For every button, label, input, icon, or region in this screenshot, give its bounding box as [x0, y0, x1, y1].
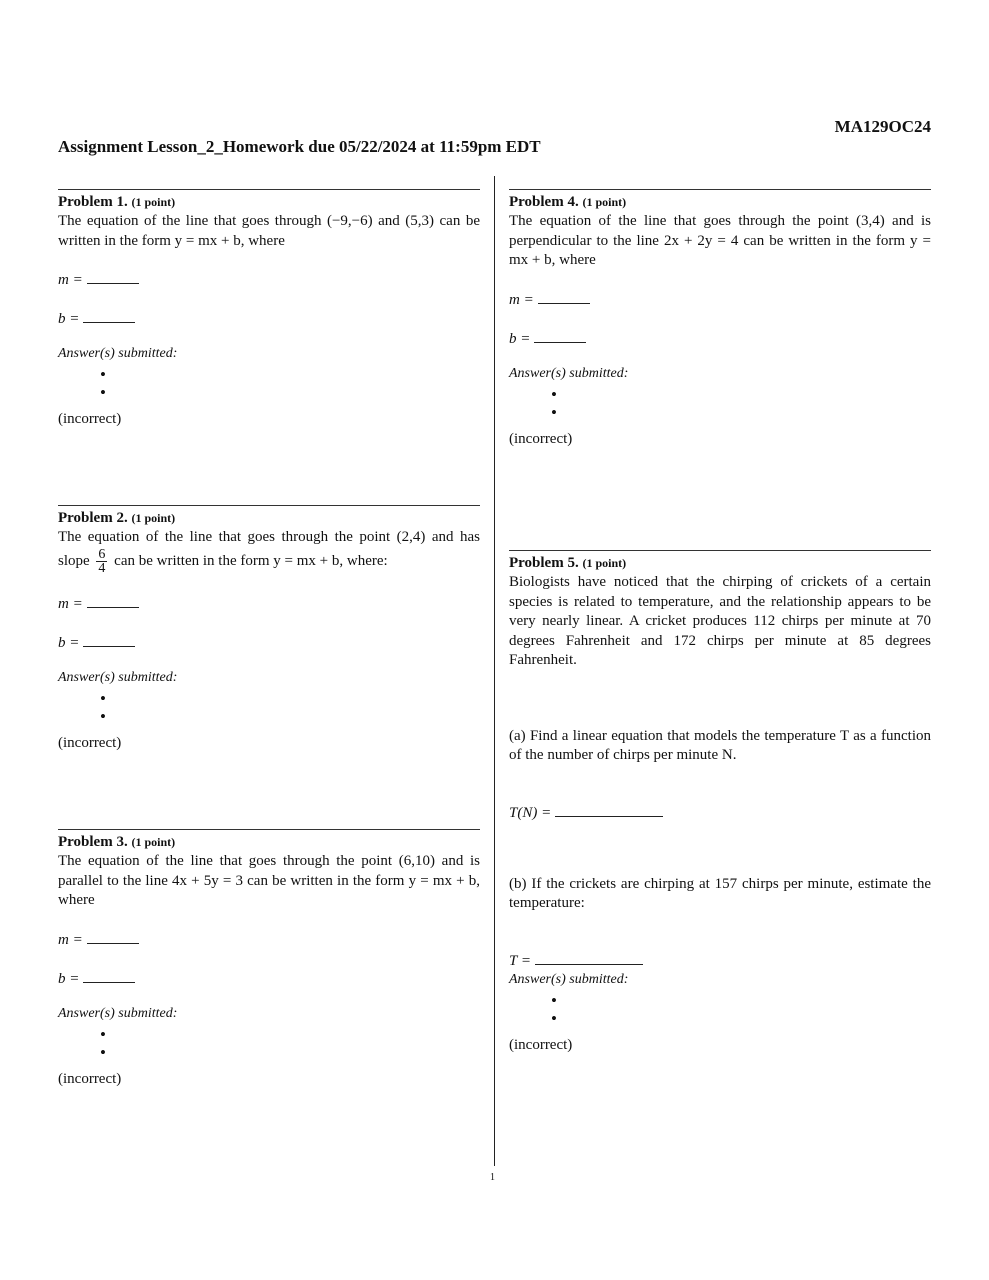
problem-header — [509, 192, 931, 212]
status-text: (incorrect) — [58, 1070, 122, 1087]
list-item — [551, 405, 931, 423]
answer-t-row — [509, 950, 931, 971]
answer-b-field[interactable] — [83, 308, 135, 323]
submitted-list — [58, 691, 480, 727]
status-text: (incorrect) — [58, 411, 122, 427]
problem-header — [58, 508, 480, 528]
problem-4 — [509, 189, 931, 449]
status-text: (incorrect) — [58, 734, 122, 751]
answer-b-label: b = — [58, 311, 80, 327]
submitted-list — [509, 387, 931, 423]
column-divider — [494, 176, 495, 1166]
answer-tn-field[interactable] — [555, 802, 663, 817]
part-a-text: (a) Find a linear equation that models the temperature T as a function of the number of chirps per minute N. — [509, 727, 931, 763]
problem-header — [58, 192, 480, 212]
problem-2 — [58, 505, 480, 753]
answer-m-row — [58, 269, 480, 290]
answer-m-label: m = — [509, 291, 534, 308]
course-code: MA129OC24 — [834, 117, 931, 136]
status-text: (incorrect) — [509, 1036, 573, 1053]
submitted-list — [58, 367, 480, 403]
problem-statement: Biologists have noticed that the chirping of crickets of a certain species is related to temperature, and the relationship appears to be very nearly linear. A cricket produces 112 chirps per minute at 70 degrees Fahrenheit and 172 chirps per minute at 85 degrees Fahrenheit. — [509, 574, 931, 668]
answer-m-row — [58, 593, 480, 614]
submitted-label: Answer(s) submitted: — [58, 346, 178, 361]
problem-3 — [58, 829, 480, 1089]
problem-5 — [509, 550, 931, 1055]
answer-m-field[interactable] — [538, 289, 590, 304]
status-text: (incorrect) — [509, 430, 573, 447]
problem-1 — [58, 189, 480, 429]
answer-b-label: b = — [58, 970, 80, 987]
submitted-label: Answer(s) submitted: — [58, 1005, 178, 1021]
answer-t-label: T = — [509, 952, 531, 969]
answer-m-row — [58, 929, 480, 950]
statement-part-b: can be written in the form y = mx + b, where: — [114, 552, 388, 569]
part-b-text: (b) If the crickets are chirping at 157 chirps per minute, estimate the temperature: — [509, 875, 931, 911]
problem-statement: The equation of the line that goes through (−9,−6) and (5,3) can be written in the form y = mx + b, where — [58, 213, 480, 249]
list-item — [551, 993, 931, 1011]
problem-points: (1 point) — [582, 195, 627, 209]
submitted-list — [509, 993, 931, 1029]
answer-b-row — [509, 328, 931, 349]
list-item — [100, 1027, 480, 1045]
submitted-label: Answer(s) submitted: — [509, 971, 629, 987]
problem-statement: The equation of the line that goes through the point (6,10) and is parallel to the line 4x + 5y = 3 can be written in the form y = mx + b, where — [58, 853, 480, 908]
answer-tn-row — [509, 802, 931, 823]
list-item — [100, 367, 480, 385]
assignment-title: Assignment Lesson_2_Homework due 05/22/2024 at 11:59pm EDT — [58, 137, 541, 156]
problem-label: Problem 5. — [509, 555, 579, 571]
fraction-denominator: 4 — [98, 560, 106, 576]
list-item — [551, 387, 931, 405]
answer-m-row — [509, 289, 931, 310]
list-item — [100, 385, 480, 403]
problem-header — [509, 553, 931, 573]
problem-points: (1 point) — [131, 195, 176, 209]
submitted-label: Answer(s) submitted: — [58, 669, 178, 685]
answer-m-label: m = — [58, 272, 83, 288]
answer-m-field[interactable] — [87, 929, 139, 944]
problem-label: Problem 2. — [58, 510, 128, 526]
answer-m-label: m = — [58, 931, 83, 948]
problem-points: (1 point) — [582, 556, 627, 570]
problem-statement: The equation of the line that goes through the point (3,4) and is perpendicular to the line 2x + 2y = 4 can be written in the form y = mx + b, where — [509, 213, 931, 268]
list-item — [551, 1011, 931, 1029]
submitted-list — [58, 1027, 480, 1063]
fraction-numerator: 6 — [98, 546, 106, 562]
statement-part-a: The equation of the line that goes through the point (2,4) and has slope — [58, 529, 480, 569]
problem-points: (1 point) — [131, 511, 176, 525]
answer-m-field[interactable] — [87, 269, 139, 284]
answer-b-field[interactable] — [83, 632, 135, 647]
problem-header — [58, 832, 480, 852]
problem-label: Problem 3. — [58, 834, 128, 850]
answer-b-field[interactable] — [83, 968, 135, 983]
problem-statement — [58, 528, 480, 575]
answer-b-label: b = — [58, 634, 80, 651]
answer-m-label: m = — [58, 595, 83, 612]
answer-b-label: b = — [509, 330, 531, 347]
answer-b-row — [58, 308, 480, 329]
problem-label: Problem 1. — [58, 194, 128, 210]
problem-label: Problem 4. — [509, 194, 579, 210]
answer-b-row — [58, 968, 480, 989]
page-number: 1 — [490, 1172, 495, 1183]
list-item — [100, 691, 480, 709]
answer-b-row — [58, 632, 480, 653]
list-item — [100, 1045, 480, 1063]
slope-fraction — [96, 548, 107, 575]
submitted-label: Answer(s) submitted: — [509, 365, 629, 381]
answer-m-field[interactable] — [87, 593, 139, 608]
answer-tn-label: T(N) = — [509, 804, 552, 821]
problem-points: (1 point) — [131, 835, 176, 849]
answer-t-field[interactable] — [535, 950, 643, 965]
answer-b-field[interactable] — [534, 328, 586, 343]
list-item — [100, 709, 480, 727]
